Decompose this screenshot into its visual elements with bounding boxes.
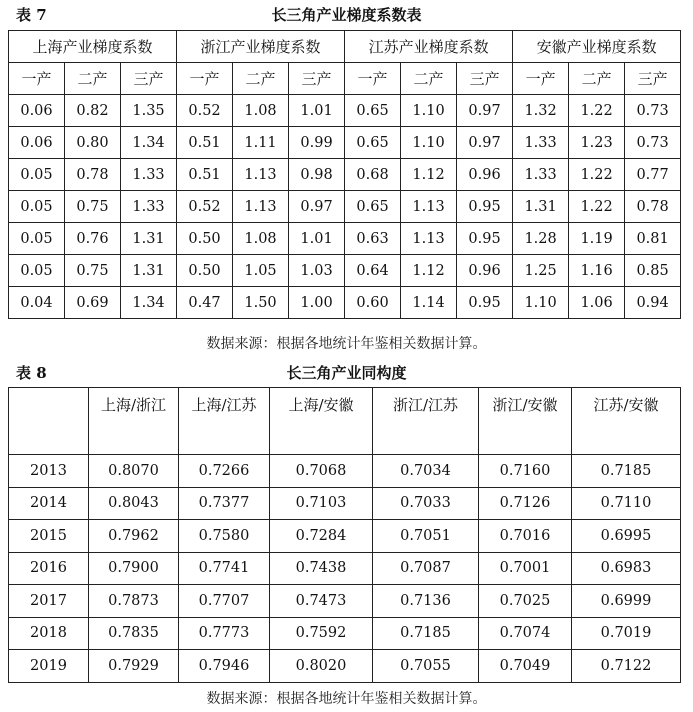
table-cell: 0.64 xyxy=(345,255,401,287)
table-cell: 1.50 xyxy=(233,287,289,319)
table-row xyxy=(9,287,681,319)
table-cell: 0.7266 xyxy=(179,455,270,488)
table-cell: 1.12 xyxy=(401,159,457,191)
table-row xyxy=(9,650,681,683)
table-cell: 0.7055 xyxy=(373,650,479,683)
table-cell: 1.32 xyxy=(513,95,569,127)
table-cell: 0.85 xyxy=(625,255,681,287)
table-cell: 0.60 xyxy=(345,287,401,319)
table-cell: 0.65 xyxy=(345,127,401,159)
table-cell: 1.03 xyxy=(289,255,345,287)
table-cell: 0.7873 xyxy=(89,585,179,618)
table-cell: 0.63 xyxy=(345,223,401,255)
table-cell: 0.7049 xyxy=(479,650,572,683)
table-cell: 0.7377 xyxy=(179,487,270,520)
table-cell: 1.23 xyxy=(569,127,625,159)
table-row xyxy=(9,520,681,553)
table7-group-header-row xyxy=(9,31,681,63)
table-cell: 0.78 xyxy=(65,159,121,191)
table-cell: 0.98 xyxy=(289,159,345,191)
table-cell: 0.51 xyxy=(177,127,233,159)
table-cell: 0.51 xyxy=(177,159,233,191)
table8-title: 长三角产业同构度 xyxy=(286,364,407,382)
table-cell: 0.7773 xyxy=(179,617,270,650)
table-cell: 2016 xyxy=(9,552,89,585)
table-cell: 0.8043 xyxy=(89,487,179,520)
table-cell: 1.34 xyxy=(121,127,177,159)
table-row xyxy=(9,255,681,287)
table-cell: 1.31 xyxy=(121,255,177,287)
table-cell: 1.01 xyxy=(289,95,345,127)
table8-caption xyxy=(0,358,693,384)
table-row xyxy=(9,159,681,191)
table-cell: 1.13 xyxy=(401,223,457,255)
table-row xyxy=(9,191,681,223)
table-cell: 0.7707 xyxy=(179,585,270,618)
table-cell: 0.7580 xyxy=(179,520,270,553)
table-cell: 1.13 xyxy=(401,191,457,223)
table-cell: 0.76 xyxy=(65,223,121,255)
table-cell: 0.47 xyxy=(177,287,233,319)
table-cell: 0.7025 xyxy=(479,585,572,618)
table-cell: 0.7033 xyxy=(373,487,479,520)
table7-source-note: 数据来源：根据各地统计年鉴相关数据计算。 xyxy=(206,336,487,352)
table-cell: 2015 xyxy=(9,520,89,553)
subheader-secondary: 二产 xyxy=(401,63,457,95)
table-row xyxy=(9,455,681,488)
table-cell: 0.7741 xyxy=(179,552,270,585)
group-header-zhejiang: 浙江产业梯度系数 xyxy=(177,31,345,63)
table-cell: 0.7160 xyxy=(479,455,572,488)
table-cell: 0.97 xyxy=(457,127,513,159)
header-year-blank xyxy=(9,388,89,455)
table-cell: 0.7087 xyxy=(373,552,479,585)
header-jiangsu-anhui: 江苏/安徽 xyxy=(572,388,681,455)
table-cell: 2018 xyxy=(9,617,89,650)
table-cell: 1.34 xyxy=(121,287,177,319)
table-cell: 0.95 xyxy=(457,191,513,223)
table-cell: 1.10 xyxy=(401,127,457,159)
table-cell: 0.99 xyxy=(289,127,345,159)
table-row xyxy=(9,552,681,585)
group-header-anhui: 安徽产业梯度系数 xyxy=(513,31,681,63)
table-cell: 0.7051 xyxy=(373,520,479,553)
table-cell: 1.33 xyxy=(121,159,177,191)
table-cell: 0.7103 xyxy=(270,487,373,520)
subheader-tertiary: 三产 xyxy=(121,63,177,95)
table-cell: 0.96 xyxy=(457,159,513,191)
table-cell: 1.33 xyxy=(121,191,177,223)
subheader-tertiary: 三产 xyxy=(289,63,345,95)
table-cell: 0.73 xyxy=(625,95,681,127)
group-header-jiangsu: 江苏产业梯度系数 xyxy=(345,31,513,63)
table-cell: 0.77 xyxy=(625,159,681,191)
table-cell: 0.65 xyxy=(345,95,401,127)
subheader-secondary: 二产 xyxy=(65,63,121,95)
subheader-primary: 一产 xyxy=(345,63,401,95)
table-cell: 0.7962 xyxy=(89,520,179,553)
table-cell: 0.7185 xyxy=(572,455,681,488)
table-cell: 1.35 xyxy=(121,95,177,127)
table-cell: 0.05 xyxy=(9,191,65,223)
table-cell: 0.7473 xyxy=(270,585,373,618)
table-cell: 1.13 xyxy=(233,191,289,223)
table-cell: 1.19 xyxy=(569,223,625,255)
table-cell: 1.08 xyxy=(233,223,289,255)
group-header-shanghai: 上海产业梯度系数 xyxy=(9,31,177,63)
table-cell: 0.7122 xyxy=(572,650,681,683)
table7-title: 长三角产业梯度系数表 xyxy=(271,6,422,24)
table-cell: 0.7592 xyxy=(270,617,373,650)
table8-label: 表 8 xyxy=(16,364,47,382)
table-cell: 0.50 xyxy=(177,223,233,255)
subheader-primary: 一产 xyxy=(9,63,65,95)
table-row xyxy=(9,127,681,159)
table-cell: 0.6983 xyxy=(572,552,681,585)
table-cell: 0.52 xyxy=(177,95,233,127)
table-cell: 0.78 xyxy=(625,191,681,223)
subheader-secondary: 二产 xyxy=(233,63,289,95)
header-shanghai-jiangsu: 上海/江苏 xyxy=(179,388,270,455)
table-cell: 0.7946 xyxy=(179,650,270,683)
table7-subheader-row xyxy=(9,63,681,95)
table-cell: 0.7019 xyxy=(572,617,681,650)
table-cell: 0.7136 xyxy=(373,585,479,618)
table-cell: 1.11 xyxy=(233,127,289,159)
table-cell: 1.33 xyxy=(513,159,569,191)
table-cell: 0.6999 xyxy=(572,585,681,618)
table-cell: 1.22 xyxy=(569,191,625,223)
header-shanghai-zhejiang: 上海/浙江 xyxy=(89,388,179,455)
table-cell: 2019 xyxy=(9,650,89,683)
table-cell: 1.16 xyxy=(569,255,625,287)
table7-label: 表 7 xyxy=(16,6,47,24)
table-cell: 1.12 xyxy=(401,255,457,287)
subheader-primary: 一产 xyxy=(513,63,569,95)
table-cell: 1.10 xyxy=(513,287,569,319)
table-cell: 1.06 xyxy=(569,287,625,319)
table-row xyxy=(9,95,681,127)
table-cell: 1.25 xyxy=(513,255,569,287)
table-cell: 0.95 xyxy=(457,287,513,319)
table-cell: 0.7074 xyxy=(479,617,572,650)
table-cell: 0.94 xyxy=(625,287,681,319)
table-cell: 0.7185 xyxy=(373,617,479,650)
table-cell: 0.7034 xyxy=(373,455,479,488)
table-cell: 0.06 xyxy=(9,95,65,127)
table-row xyxy=(9,617,681,650)
table-cell: 0.52 xyxy=(177,191,233,223)
table-cell: 1.08 xyxy=(233,95,289,127)
subheader-tertiary: 三产 xyxy=(625,63,681,95)
table8-source-note: 数据来源：根据各地统计年鉴相关数据计算。 xyxy=(206,691,487,707)
table7-caption xyxy=(0,0,693,26)
table-cell: 1.05 xyxy=(233,255,289,287)
table8-header-row xyxy=(9,388,681,455)
table-cell: 2014 xyxy=(9,487,89,520)
table-cell: 0.04 xyxy=(9,287,65,319)
table8-body xyxy=(9,455,681,683)
table-cell: 0.75 xyxy=(65,255,121,287)
table-cell: 1.13 xyxy=(233,159,289,191)
table-cell: 0.7068 xyxy=(270,455,373,488)
table-cell: 0.7126 xyxy=(479,487,572,520)
table-cell: 0.7900 xyxy=(89,552,179,585)
table-cell: 0.05 xyxy=(9,223,65,255)
table7-body xyxy=(9,95,681,319)
table-cell: 0.7284 xyxy=(270,520,373,553)
table-cell: 0.7929 xyxy=(89,650,179,683)
table-cell: 0.69 xyxy=(65,287,121,319)
table-cell: 0.8070 xyxy=(89,455,179,488)
table-cell: 0.8020 xyxy=(270,650,373,683)
table-cell: 0.06 xyxy=(9,127,65,159)
table-row xyxy=(9,487,681,520)
table-cell: 0.75 xyxy=(65,191,121,223)
table-cell: 0.65 xyxy=(345,191,401,223)
table-cell: 0.68 xyxy=(345,159,401,191)
table-cell: 0.96 xyxy=(457,255,513,287)
table-cell: 0.05 xyxy=(9,159,65,191)
industry-gradient-table xyxy=(8,30,681,319)
header-zhejiang-jiangsu: 浙江/江苏 xyxy=(373,388,479,455)
subheader-primary: 一产 xyxy=(177,63,233,95)
table-cell: 2017 xyxy=(9,585,89,618)
header-zhejiang-anhui: 浙江/安徽 xyxy=(479,388,572,455)
table-cell: 1.01 xyxy=(289,223,345,255)
table-cell: 1.28 xyxy=(513,223,569,255)
table-cell: 0.73 xyxy=(625,127,681,159)
table-cell: 0.7438 xyxy=(270,552,373,585)
table-cell: 0.82 xyxy=(65,95,121,127)
table-cell: 0.7835 xyxy=(89,617,179,650)
table-cell: 1.22 xyxy=(569,95,625,127)
subheader-secondary: 二产 xyxy=(569,63,625,95)
table-cell: 1.33 xyxy=(513,127,569,159)
table-cell: 0.7001 xyxy=(479,552,572,585)
table-cell: 0.6995 xyxy=(572,520,681,553)
table-cell: 1.10 xyxy=(401,95,457,127)
table-cell: 0.05 xyxy=(9,255,65,287)
table-cell: 1.31 xyxy=(121,223,177,255)
table-cell: 0.97 xyxy=(289,191,345,223)
table-cell: 1.00 xyxy=(289,287,345,319)
table-row xyxy=(9,585,681,618)
table-cell: 0.7110 xyxy=(572,487,681,520)
table-cell: 0.95 xyxy=(457,223,513,255)
table-cell: 1.14 xyxy=(401,287,457,319)
table-cell: 1.31 xyxy=(513,191,569,223)
industry-isomorphism-table xyxy=(8,387,681,683)
table-cell: 0.81 xyxy=(625,223,681,255)
subheader-tertiary: 三产 xyxy=(457,63,513,95)
table-cell: 0.80 xyxy=(65,127,121,159)
table-cell: 2013 xyxy=(9,455,89,488)
table-row xyxy=(9,223,681,255)
table-cell: 0.97 xyxy=(457,95,513,127)
header-shanghai-anhui: 上海/安徽 xyxy=(270,388,373,455)
table-cell: 0.7016 xyxy=(479,520,572,553)
table-cell: 0.50 xyxy=(177,255,233,287)
table-cell: 1.22 xyxy=(569,159,625,191)
